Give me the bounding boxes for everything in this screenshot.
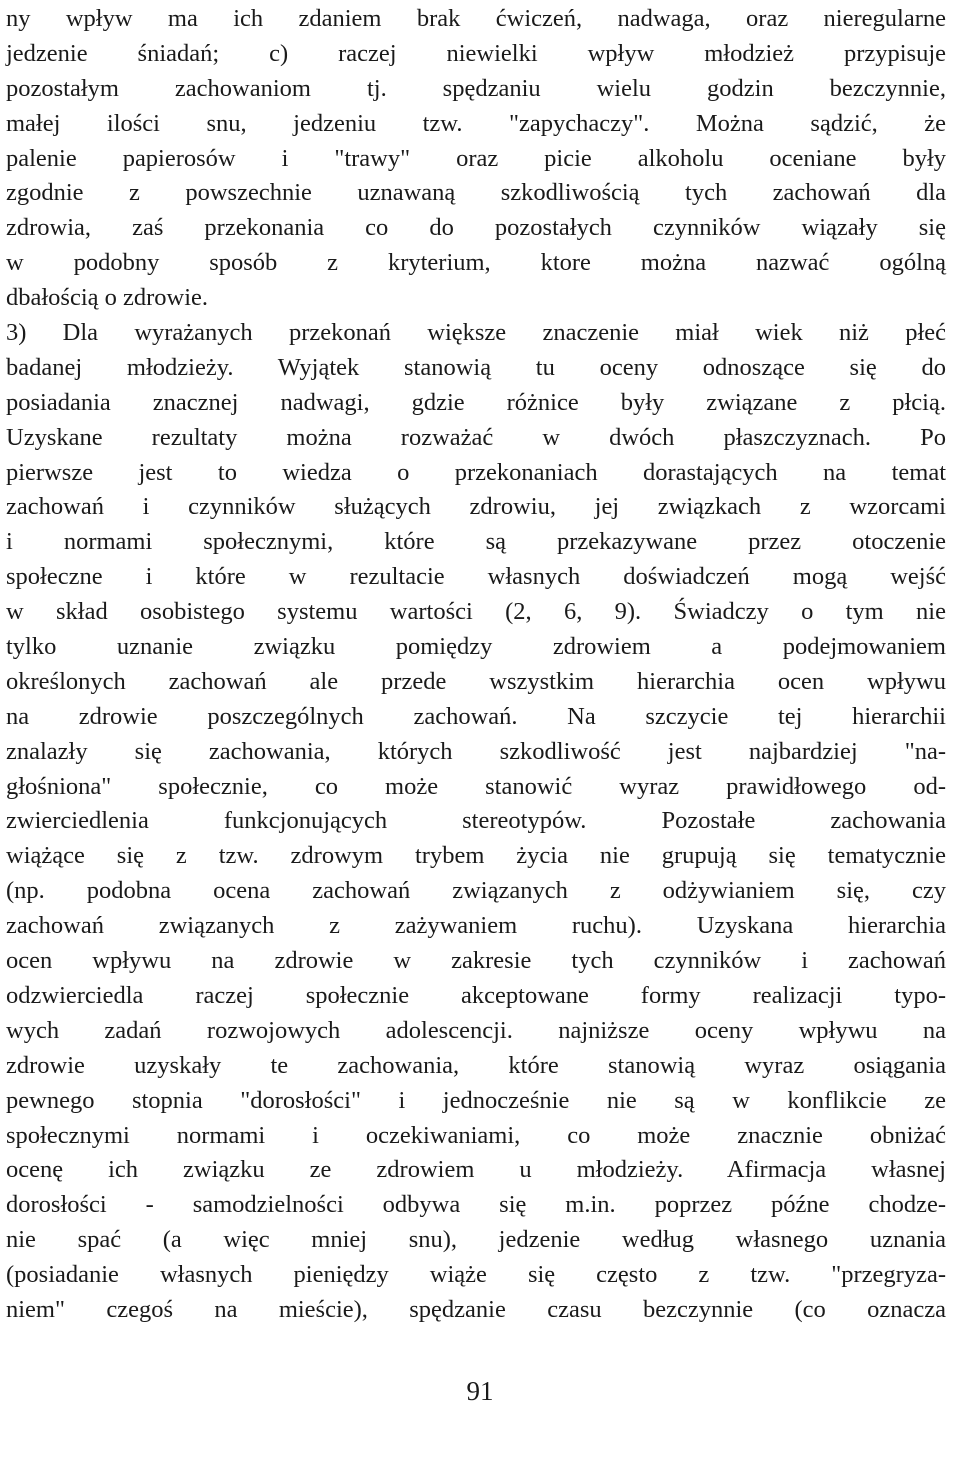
text-line: na zdrowie poszczególnych zachowań. Na szczycie tej hierarchii	[6, 702, 946, 730]
text-line: określonych zachowań ale przede wszystkim hierarchia ocen wpływu	[6, 667, 946, 695]
text-line: pozostałym zachowaniom tj. spędzaniu wielu godzin bezczynnie,	[6, 74, 946, 102]
text-line: znalazły się zachowania, których szkodliwość jest najbardziej "na-	[6, 737, 946, 765]
text-line: tylko uznanie związku pomiędzy zdrowiem a podejmowaniem	[6, 633, 946, 661]
text-line: 3) Dla wyrażanych przekonań większe znaczenie miał wiek niż płeć	[6, 319, 946, 347]
text-line: w skład osobistego systemu wartości (2, 6, 9). Świadczy o tym nie	[6, 598, 946, 626]
text-line: dorosłości - samodzielności odbywa się m.in. poprzez późne chodze-	[6, 1191, 946, 1219]
text-line: zwierciedlenia funkcjonujących stereotypów. Pozostałe zachowania	[6, 807, 946, 835]
text-line: ny wpływ ma ich zdaniem brak ćwiczeń, nadwaga, oraz nieregularne	[6, 5, 946, 32]
page-number: 91	[466, 1376, 494, 1406]
text-line: zachowań związanych z zażywaniem ruchu). Uzyskana hierarchia	[6, 912, 946, 940]
text-line: posiadania znacznej nadwagi, gdzie różnice były związane z płcią.	[6, 388, 946, 416]
text-line: zdrowia, zaś przekonania co do pozostałych czynników wiązały się	[6, 214, 946, 242]
text-line: społeczne i które w rezultacie własnych doświadczeń mogą wejść	[6, 563, 946, 591]
text-line: ocenę ich związku ze zdrowiem u młodzieży. Afirmacja własnej	[6, 1156, 946, 1184]
text-line: wiążące się z tzw. zdrowym trybem życia nie grupują się tematycznie	[6, 842, 946, 870]
text-line: głośniona" społecznie, co może stanowić wyraz prawidłowego od-	[6, 772, 946, 800]
text-line: ocen wpływu na zdrowie w zakresie tych czynników i zachowań	[6, 947, 946, 975]
text-line: zgodnie z powszechnie uznawaną szkodliwością tych zachowań dla	[6, 179, 946, 207]
text-line: zachowań i czynników służących zdrowiu, jej związkach z wzorcami	[6, 493, 946, 521]
text-line: w podobny sposób z kryterium, ktore można nazwać ogólną	[6, 249, 946, 277]
text-line: społecznymi normami i oczekiwaniami, co może znacznie obniżać	[6, 1121, 946, 1149]
text-line: pewnego stopnia "dorosłości" i jednocześnie nie są w konflikcie ze	[6, 1086, 946, 1114]
text-line: (posiadanie własnych pieniędzy wiąże się często z tzw. "przegryza-	[6, 1261, 946, 1289]
text-line: pierwsze jest to wiedza o przekonaniach dorastających na temat	[6, 458, 946, 486]
text-line: nie spać (a więc mniej snu), jedzenie według własnego uznania	[6, 1226, 946, 1254]
text-line: wych zadań rozwojowych adolescencji. najniższe oceny wpływu na	[6, 1016, 946, 1044]
text-line: zdrowie uzyskały te zachowania, które stanowią wyraz osiągania	[6, 1051, 946, 1079]
text-line: Uzyskane rezultaty można rozważać w dwóch płaszczyznach. Po	[6, 423, 946, 451]
body-text	[6, 2, 946, 1328]
text-line: dbałością o zdrowie.	[6, 284, 209, 312]
text-line: jedzenie śniadań; c) raczej niewielki wpływ młodzież przypisuje	[6, 39, 946, 67]
text-line: badanej młodzieży. Wyjątek stanowią tu oceny odnoszące się do	[6, 353, 946, 381]
text-line: odzwierciedla raczej społecznie akceptowane formy realizacji typo-	[6, 981, 946, 1009]
text-line: i normami społecznymi, które są przekazywane przez otoczenie	[6, 528, 946, 556]
text-line: niem" czegoś na mieście), spędzanie czasu bezczynnie (co oznacza	[6, 1295, 946, 1323]
text-line: palenie papierosów i "trawy" oraz picie alkoholu oceniane były	[6, 144, 946, 172]
text-line: małej ilości snu, jedzeniu tzw. "zapychaczy". Można sądzić, że	[6, 109, 946, 137]
text-line: (np. podobna ocena zachowań związanych z odżywianiem się, czy	[6, 877, 946, 905]
